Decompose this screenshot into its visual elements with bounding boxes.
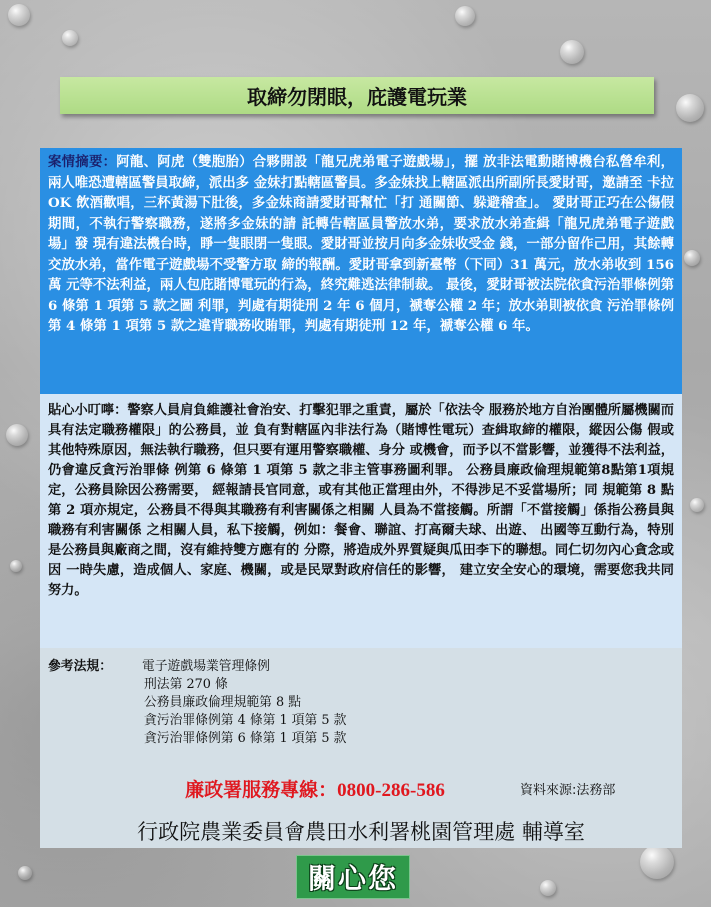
tips-section <box>40 394 682 648</box>
water-droplet <box>684 250 700 266</box>
page-title: 取締勿閉眼，庇護電玩業 <box>60 77 654 114</box>
water-droplet <box>6 424 28 446</box>
water-droplet <box>455 6 475 26</box>
source-note: 資料來源:法務部 <box>520 783 616 798</box>
reference-item: 電子遊戲場業管理條例 <box>142 659 270 674</box>
tips-text: 警察人員肩負維護社會治安、打擊犯罪之重責，屬於「依法令 服務於地方自治團體所屬機關而具有法定職務權限」的公務員，並 負有對轄區內非法行為（賭博性電玩）查緝取締的權限，縱因公傷 假或其他特殊原因，無法執行職務，但只要有運用警察職權、身分 或機會，而予以不當影響，並獲得不法利益，仍會違反貪污治罪條 例第 6 條第 1 項第 5 款之非主管事務圖利罪。 公務員廉政倫理規範第8點第1項規定，公務員除因公務需要， 經報請長官同意，或有其他正當理由外，不得涉足不妥當場所；同 規範第 8 點第 2 項亦規定，公務員不得與其職務有利害關係之相關 人員為不當接觸。所謂「不當接觸」係指公務員與職務有利害關係 之相關人員，私下接觸，例如：餐會、聯誼、打高爾夫球、出遊、 出國等互動行為，特別是公務員與廠商之間，沒有維持雙方應有的 分際，將造成外界質疑與瓜田李下的聯想。同仁切勿內心貪念或因 一時失慮，造成個人、家庭、機關，或是民眾對政府信任的影響， 建立安全安心的環境，需要您我共同努力。 <box>48 403 674 598</box>
water-droplet <box>540 880 556 896</box>
case-summary-label: 案情摘要： <box>48 154 117 170</box>
water-droplet <box>8 4 30 26</box>
water-droplet <box>560 40 584 64</box>
water-droplet <box>10 560 22 572</box>
reference-item: 貪污治罪條例第 6 條第 1 項第 5 款 <box>144 731 347 746</box>
reference-item: 貪污治罪條例第 4 條第 1 項第 5 款 <box>144 713 347 728</box>
reference-item: 刑法第 270 條 <box>144 677 228 692</box>
organization-name: 行政院農業委員會農田水利署桃園管理處 輔導室 <box>137 820 585 844</box>
water-droplet <box>18 866 32 880</box>
case-summary-text: 阿龍、阿虎（雙胞胎）合夥開設「龍兄虎弟電子遊戲場」，擺 放非法電動賭博機台私營牟利，兩人唯恐遭轄區警員取締，派出多 金妹打點轄區警員。多金妹找上轄區派出所副所長愛財哥，邀請至 卡拉 OK 飲酒歡唱，三杯黃湯下肚後，多金妹商請愛財哥幫忙「打 通關節、躲避稽查」。 愛財哥正巧在公傷假期間，不執行警察職務，遂將多金妹的請 託轉告轄區員警放水弟，要求放水弟查緝「龍兄虎弟電子遊戲場」發 現有違法機台時，睜一隻眼閉一隻眼。愛財哥並按月向多金妹收受金 錢，一部分留作己用，其餘轉交放水弟，當作電子遊戲場不受警方取 締的報酬。愛財哥拿到新臺幣（下同）31 萬元，放水弟收到 156 萬 元等不法利益，兩人包庇賭博電玩的行為，終究難逃法律制裁。 最後，愛財哥被法院依貪污治罪條例第 6 條第 1 項第 5 款之圖 利罪，判處有期徒刑 2 年 6 個月，褫奪公權 2 年；放水弟則被依貪 污治罪條例第 4 條第 1 項第 5 款之違背職務收賄罪，判處有期徒刑 12 年，褫奪公權 6 年。 <box>48 154 674 334</box>
water-droplet <box>690 498 704 512</box>
references-label: 參考法規： <box>48 659 112 674</box>
care-text: 關心您 <box>307 862 398 895</box>
water-droplet <box>676 94 704 122</box>
references-list <box>142 658 346 748</box>
water-droplet <box>640 845 674 879</box>
hotline-text: 廉政署服務專線：0800-286-586 <box>185 780 445 801</box>
water-droplet <box>62 30 78 46</box>
tips-label: 貼心小叮嚀： <box>48 403 128 418</box>
care-badge <box>296 855 410 899</box>
reference-item: 公務員廉政倫理規範第 8 點 <box>144 695 302 710</box>
case-summary-section <box>40 148 682 394</box>
